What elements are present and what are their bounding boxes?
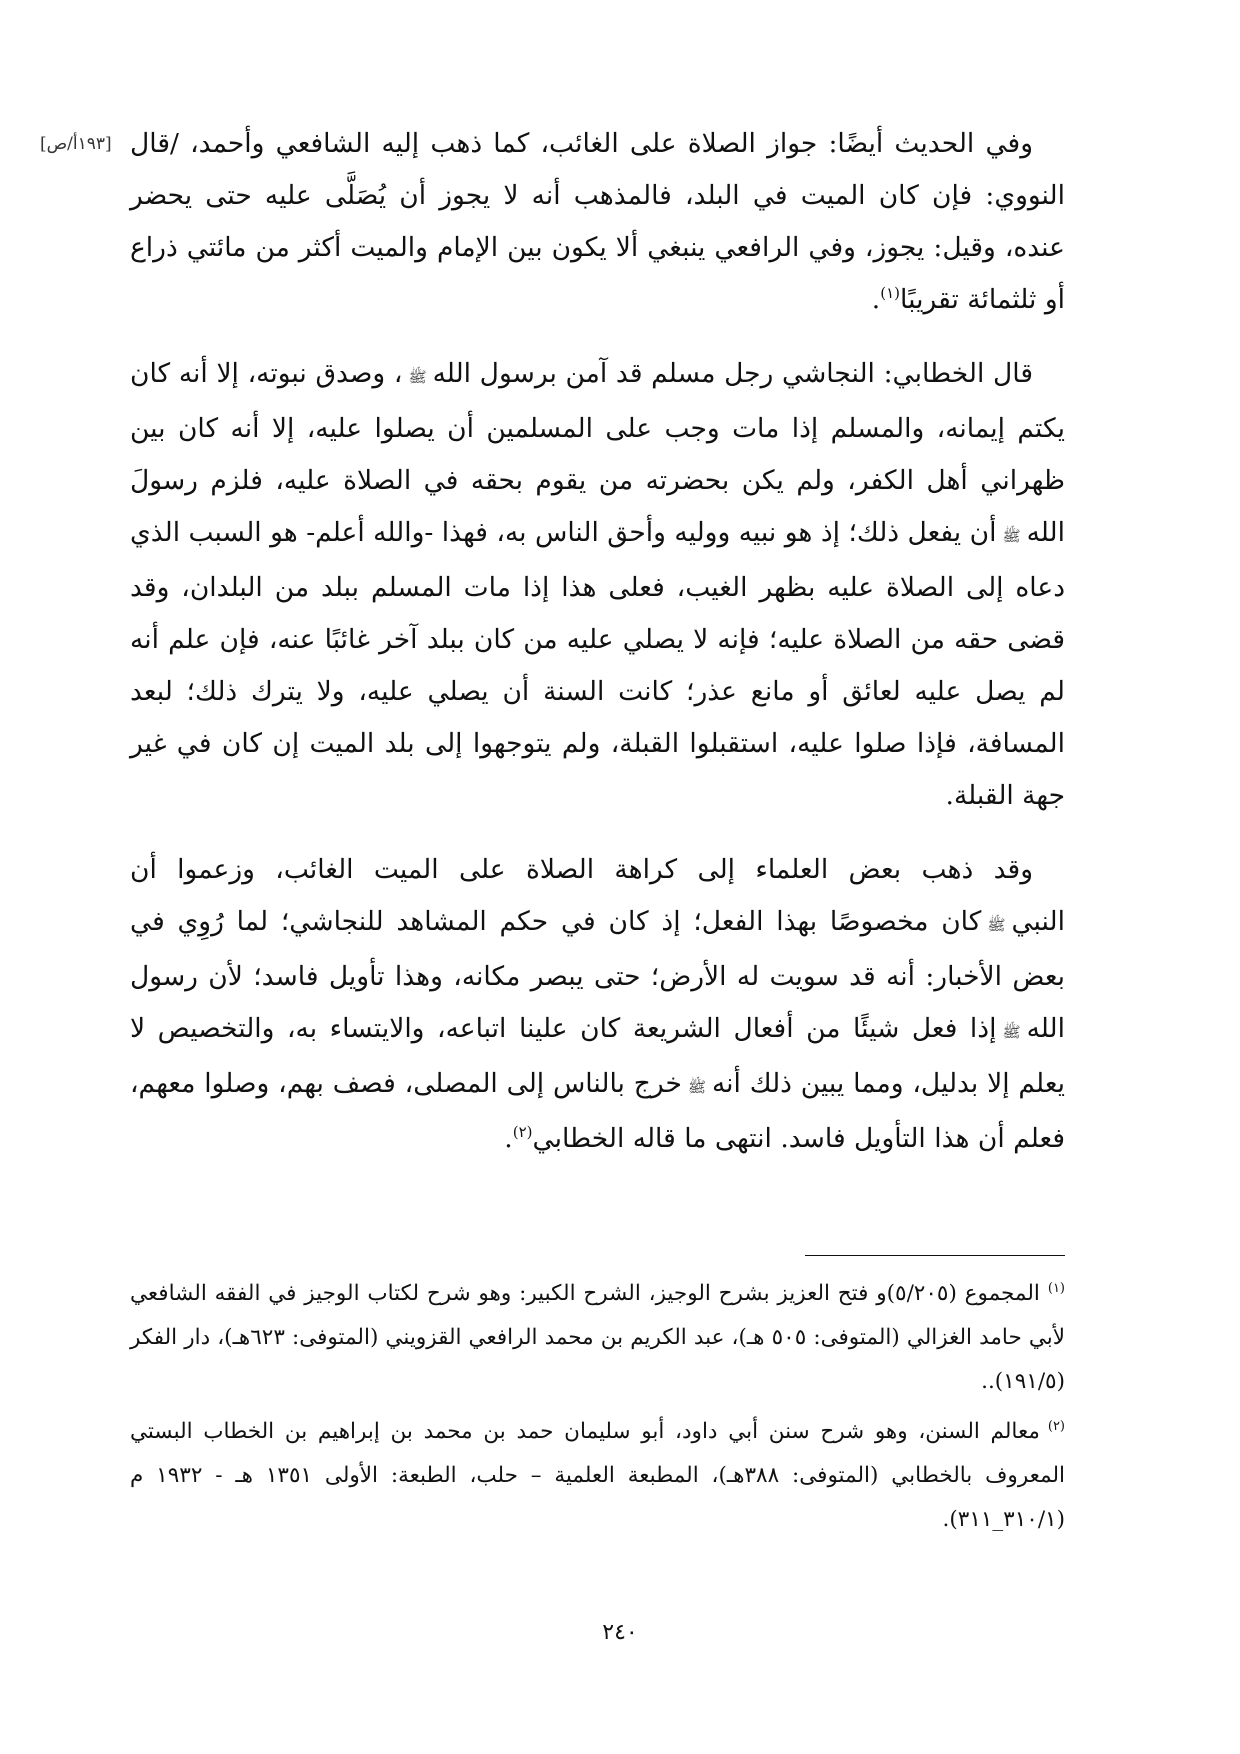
footnote-2	[130, 1410, 1065, 1542]
footnote-1-text: المجموع (٥/٢٠٥)و فتح العزيز بشرح الوجيز، الشرح الكبير: وهو شرح لكتاب الوجيز في الفقه الشافعي لأبي حامد الغزالي (المتوفى: ٥٠٥ هـ)، عبد الكريم بن محمد الرافعي القزويني (المتوفى: ٦٢٣هـ)، دار الفكر (١٩١/٥)..	[130, 1281, 1066, 1394]
footnote-ref-2[interactable]: (٢)	[512, 1123, 533, 1142]
margin-folio-note: [١٩٣أ/ص]	[40, 134, 112, 154]
paragraph-3	[130, 844, 1065, 1165]
footnote-separator	[805, 1255, 1065, 1256]
salutation-icon: ﷺ	[1002, 1023, 1021, 1041]
footnote-ref-1[interactable]: (١)	[880, 284, 901, 303]
paragraph-1	[130, 118, 1065, 326]
paragraph-2-text-b: ، وصدق نبوته، إلا أنه كان يكتم إيمانه، والمسلم إذا مات وجب على المسلمين أن يصلوا عليه، إلا أنه كان بين ظهراني أهل الكفر، ولم يكن بحضرته من يقوم بحقه في الصلاة عليه، فلزم رسولَ الله	[130, 358, 1065, 548]
paragraph-3-end: .	[504, 1123, 513, 1154]
salutation-icon: ﷺ	[1002, 527, 1021, 545]
paragraph-2-text-c: أن يفعل ذلك؛ إذ هو نبيه ووليه وأحق الناس به، فهذا -والله أعلم- هو السبب الذي دعاه إلى الصلاة عليه بظهر الغيب، فعلى هذا إذا مات المسلم ببلد من البلدان، وقد قضى حقه من الصلاة عليه؛ فإنه لا يصلي عليه من كان ببلد آخر غائبًا عنه، فإن علم أنه لم يصل عليه لعائق أو مانع عذر؛ كانت السنة أن يصلي عليه، ولا يترك ذلك؛ لبعد المسافة، فإذا صلوا عليه، استقبلوا القبلة، ولم يتوجهوا إلى بلد الميت إن كان في غير جهة القبلة.	[130, 517, 1065, 811]
salutation-icon: ﷺ	[687, 1078, 706, 1096]
paragraph-1-text: وفي الحديث أيضًا: جواز الصلاة على الغائب، كما ذهب إليه الشافعي وأحمد، /قال النووي: فإن كان الميت في البلد، فالمذهب أنه لا يجوز أن يُصَلَّى عليه حتى يحضر عنده، وقيل: يجوز، وفي الرافعي ينبغي ألا يكون بين الإمام والميت أكثر من مائتي ذراع أو ثلثمائة تقريبًا	[130, 128, 1065, 315]
paragraph-2	[130, 348, 1065, 822]
footnote-1	[130, 1272, 1065, 1404]
paragraph-2-text-a: قال الخطابي: النجاشي رجل مسلم قد آمن برسول الله	[432, 358, 1033, 389]
footnote-1-number: (١)	[1047, 1280, 1065, 1296]
main-text	[130, 118, 1065, 1187]
salutation-icon: ﷺ	[987, 916, 1006, 934]
footnote-2-number: (٢)	[1047, 1418, 1065, 1434]
paragraph-3-text-c: إذا فعل شيئًا من أفعال الشريعة كان علينا اتباعه، والايتساء به، والتخصيص لا يعلم إلا بدليل، ومما يبين ذلك أنه	[130, 1013, 1065, 1099]
paragraph-3-text-b: كان مخصوصًا بهذا الفعل؛ إذ كان في حكم المشاهد للنجاشي؛ لما رُوِي في بعض الأخبار: أنه قد سويت له الأرض؛ حتى يبصر مكانه، وهذا تأويل فاسد؛ لأن رسول الله	[130, 906, 1065, 1044]
salutation-icon: ﷺ	[408, 368, 427, 386]
paragraph-1-end: .	[871, 284, 881, 315]
page-number: ٢٤٠	[602, 1620, 638, 1645]
paragraph-3-text-d: خرج بالناس إلى المصلى، فصف بهم، وصلوا معهم، فعلم أن هذا التأويل فاسد. انتهى ما قاله الخطابي	[130, 1068, 1065, 1154]
footnote-2-text: معالم السنن، وهو شرح سنن أبي داود، أبو سليمان حمد بن محمد بن إبراهيم بن الخطاب البستي المعروف بالخطابي (المتوفى: ٣٨٨هـ)، المطبعة العلمية – حلب، الطبعة: الأولى ١٣٥١ هـ - ١٩٣٢ م (٣١٠/١_٣١١).	[130, 1419, 1066, 1532]
footnotes	[130, 1272, 1065, 1548]
paragraph-3-text-a: وقد ذهب بعض العلماء إلى كراهة الصلاة على الميت الغائب، وزعموا أن النبي	[130, 854, 1065, 937]
